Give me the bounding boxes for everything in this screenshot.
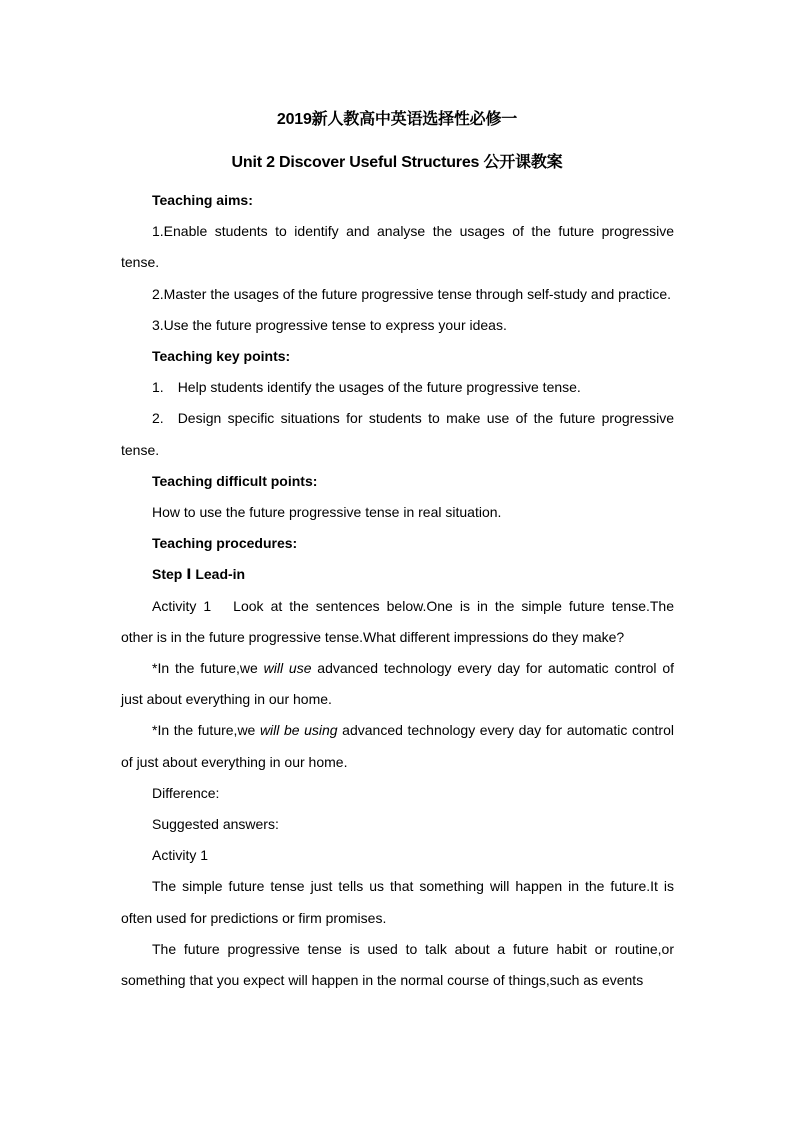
example-sentence: *In the future,we will be using advanced technology every day for automatic control of just about everything in our home. bbox=[121, 722, 674, 770]
step-heading: Step Ⅰ Lead-in bbox=[152, 566, 246, 583]
key-point-number: 2. bbox=[152, 410, 164, 427]
activity-text: Look at the sentences below.One is in the simple future tense.The other is in the future progressive tense.What different impressions do they make? bbox=[121, 597, 675, 645]
difficult-point-text: How to use the future progressive tense in real situation. bbox=[152, 504, 502, 521]
difficult-points-heading: Teaching difficult points: bbox=[152, 472, 318, 489]
example-sentence: *In the future,we will use advanced technology every day for automatic control of just about everything in our home. bbox=[121, 660, 675, 708]
key-point-text: Design specific situations for students to make use of the future progressive tense. bbox=[121, 410, 674, 458]
document-body bbox=[121, 185, 674, 996]
key-point-text: Help students identify the usages of the future progressive tense. bbox=[177, 379, 581, 396]
emphasized-verb: will be using bbox=[259, 722, 338, 739]
activity-label: Activity 1 bbox=[152, 597, 212, 614]
answer-paragraph: The future progressive tense is used to talk about a future habit or routine,or something that you expect will happen in the normal course of things,such as events bbox=[121, 940, 674, 989]
document-title: 2019新人教高中英语选择性必修一 bbox=[276, 111, 518, 128]
answer-paragraph: The simple future tense just tells us that something will happen in the future.It is often used for predictions or firm promises. bbox=[121, 878, 674, 926]
suggested-answers-label: Suggested answers: bbox=[152, 816, 279, 833]
key-point-number: 1. bbox=[152, 379, 164, 396]
aim-item: 3.Use the future progressive tense to express your ideas. bbox=[152, 316, 507, 333]
emphasized-verb: will use bbox=[263, 660, 312, 677]
aim-item: 2.Master the usages of the future progressive tense through self-study and practice. bbox=[152, 285, 672, 302]
teaching-aims-heading: Teaching aims: bbox=[152, 192, 253, 208]
difference-label: Difference: bbox=[152, 784, 220, 801]
aim-item: 1.Enable students to identify and analyse the usages of the future progressive tense. bbox=[121, 223, 674, 271]
key-point-item bbox=[121, 372, 674, 403]
document-subtitle: Unit 2 Discover Useful Structures 公开课教案 bbox=[231, 154, 563, 171]
key-point-item bbox=[121, 403, 674, 465]
activity-label: Activity 1 bbox=[152, 847, 209, 864]
activity-paragraph bbox=[121, 591, 674, 653]
procedures-heading: Teaching procedures: bbox=[152, 535, 298, 552]
key-points-heading: Teaching key points: bbox=[152, 348, 291, 365]
